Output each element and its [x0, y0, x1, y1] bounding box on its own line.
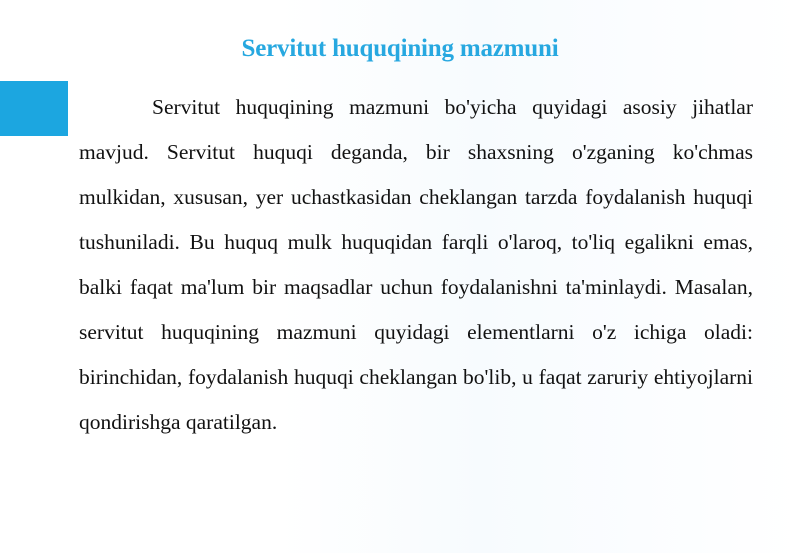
accent-bar: [0, 81, 68, 136]
body-paragraph: Servitut huquqining mazmuni bo'yicha quyidagi asosiy jihatlar mavjud. Servitut huquqi deganda, bir shaxsning o'zganing ko'chmas mulkidan, xususan, yer uchastkasidan cheklangan tarzda foydalanish huquqi tushuniladi. Bu huquq mulk huquqidan farqli o'laroq, to'liq egalikni emas, balki faqat ma'lum bir maqsadlar uchun foydalanishni ta'minlaydi. Masalan, servitut huquqining mazmuni quyidagi elementlarni o'z ichiga oladi: birinchidan, foydalanish huquqi cheklangan bo'lib, u faqat zaruriy ehtiyojlarni qondirishga qaratilgan.: [79, 95, 753, 434]
slide-title: Servitut huquqining mazmuni: [241, 35, 559, 62]
